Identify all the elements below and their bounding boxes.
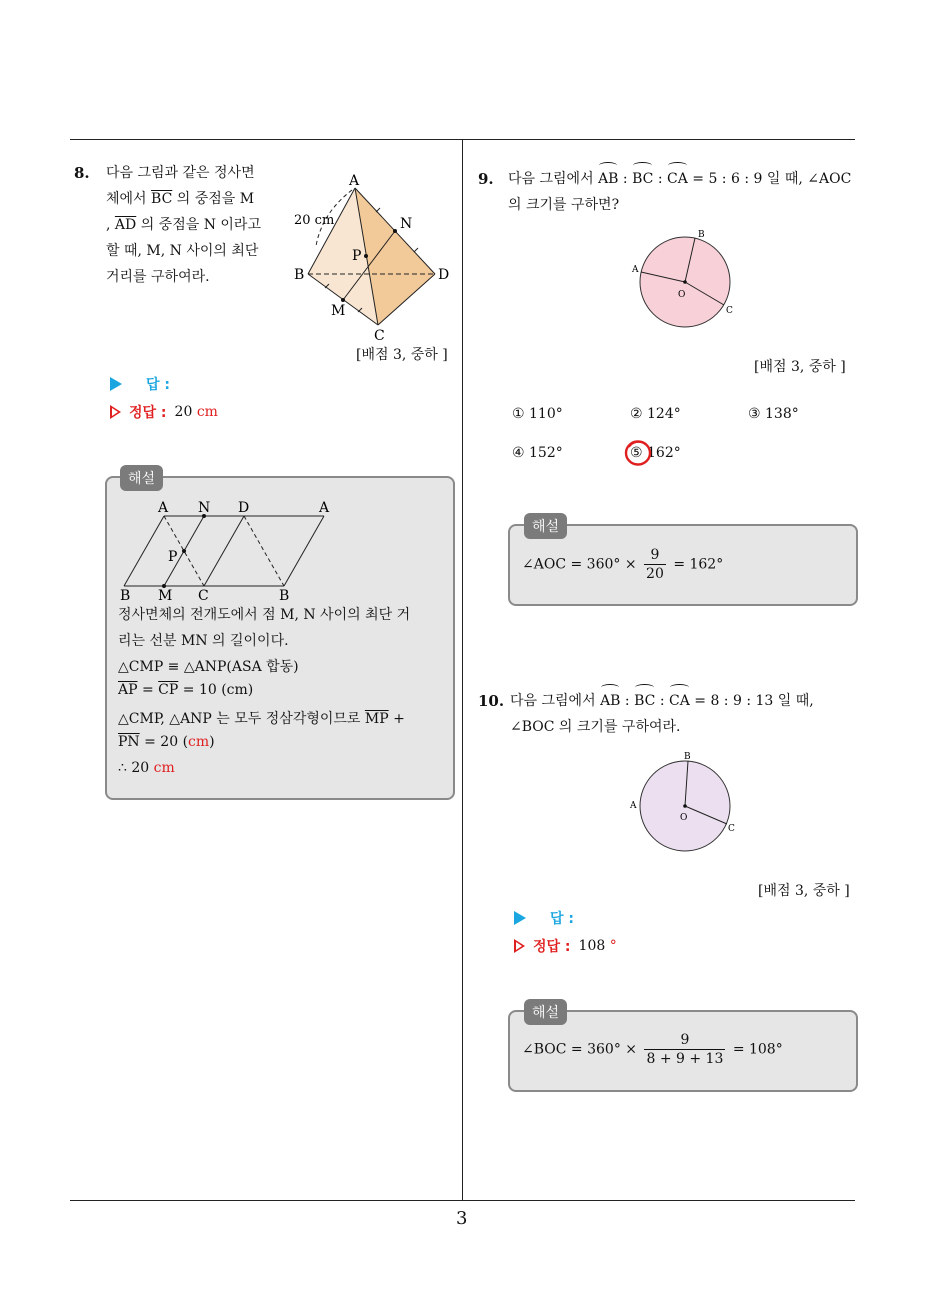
net-label-b1: B <box>120 588 131 602</box>
arc-bc: BC <box>632 166 653 192</box>
q8-fig-label-d: D <box>438 267 450 283</box>
q8-sol-line5: △CMP, △ANP 는 모두 정삼각형이므로 $\overline{MP}$ + <box>118 711 405 727</box>
net-label-p: P <box>168 549 178 565</box>
q9-choice-3[interactable]: ③ 138° <box>748 406 799 422</box>
q9-fig-label-c: C <box>726 306 733 316</box>
q10-question-text <box>510 688 860 740</box>
column-divider <box>462 139 463 1201</box>
q9-score: [배점 3, 중하 ] <box>754 359 846 375</box>
net-label-b2: B <box>279 588 290 602</box>
arc-ab: AB <box>600 688 620 714</box>
q8-sol-line6: $\overline{PN} = 20$ (cm) <box>118 734 215 750</box>
q10-solution-formula: ∠BOC = 360° × $\frac{9}{8 + 9 + 13}$ = 108° <box>522 1032 783 1067</box>
correct-answer-arrow-icon <box>110 405 121 419</box>
q9-choice-1[interactable]: ① 110° <box>512 406 563 422</box>
q8-line4: 할 때, M, N 사이의 최단 <box>106 243 259 259</box>
q8-fig-label-c: C <box>374 328 385 344</box>
q9-choice-4[interactable]: ④ 152° <box>512 445 563 461</box>
q8-sol-line4: $\overline{AP} = \overline{CP} = 10$ (cm) <box>118 682 254 698</box>
q8-tetrahedron-figure <box>292 168 458 344</box>
segment-ad: $\overline{AD}$ <box>114 217 137 233</box>
q10-line2: ∠BOC 의 크기를 구하여라. <box>510 719 681 735</box>
q10-circle-figure <box>628 748 744 856</box>
q8-number: 8. <box>74 164 90 182</box>
q10-answer-row <box>514 908 574 928</box>
q8-net-figure <box>118 498 340 602</box>
net-label-a1: A <box>158 500 169 516</box>
q10-correct-value: 108 ° <box>578 938 617 954</box>
net-label-d: D <box>238 500 250 516</box>
correct-answer-arrow-icon <box>514 939 525 953</box>
q9-fig-label-a: A <box>632 265 639 275</box>
q8-line3: , $\overline{AD}$ 의 중점을 N 이라고 <box>106 217 261 233</box>
arc-ab: AB <box>598 166 618 192</box>
q8-score: [배점 3, 중하 ] <box>356 347 448 363</box>
q8-solution-tag: 해설 <box>120 465 163 491</box>
q8-sol-line2: 리는 선분 MN 의 길이이다. <box>118 633 289 649</box>
page-number: 3 <box>456 1208 468 1229</box>
q8-answer-label: 답 : <box>146 377 170 393</box>
q9-line2: 의 크기를 구하면? <box>508 197 620 213</box>
answer-arrow-icon <box>110 377 122 391</box>
q10-fig-label-b: B <box>684 752 691 762</box>
q8-line2: 체에서 $\overline{BC}$ 의 중점을 M <box>106 191 255 207</box>
correct-choice-circle-mark <box>623 438 653 468</box>
net-label-a2: A <box>319 500 330 516</box>
net-label-c: C <box>198 588 209 602</box>
q10-correct-label: 정답 : <box>533 939 571 955</box>
q8-sol-line3: △CMP ≡ △ANP(ASA 합동) <box>118 659 299 675</box>
q9-fig-label-b: B <box>698 230 705 240</box>
q10-score: [배점 3, 중하 ] <box>758 883 850 899</box>
arc-ca: CA <box>669 688 690 714</box>
net-label-m: M <box>158 588 173 602</box>
q9-solution-tag: 해설 <box>524 513 567 539</box>
q8-line5: 거리를 구하여라. <box>106 269 210 285</box>
q9-line1: 다음 그림에서 AB : BC : CA = 5 : 6 : 9 일 때, ∠AOC <box>508 166 858 192</box>
q9-choice-2[interactable]: ② 124° <box>630 406 681 422</box>
q8-correct-value: 20 cm <box>174 404 218 420</box>
q9-circle-figure <box>628 226 744 332</box>
q10-number: 10. <box>478 692 505 710</box>
q8-line1: 다음 그림과 같은 정사면 <box>106 165 255 181</box>
bottom-rule <box>70 1200 855 1201</box>
q10-fig-label-a: A <box>630 801 637 811</box>
q8-correct-label: 정답 : <box>129 405 167 421</box>
net-label-n: N <box>198 500 211 516</box>
segment-bc: $\overline{BC}$ <box>151 191 173 207</box>
q9-fraction: $\frac{9}{20}$ <box>646 547 664 582</box>
q10-correct-row <box>514 936 617 956</box>
q8-sol-line7: ∴ 20 cm <box>118 760 175 776</box>
q9-question-text <box>508 166 858 218</box>
q8-answer-row <box>110 374 170 394</box>
q8-fig-label-m: M <box>331 303 346 319</box>
q9-choice-5[interactable]: ⑤ 162° <box>630 445 681 461</box>
q8-fig-label-a: A <box>349 173 360 189</box>
q8-fig-label-length: 20 cm <box>294 213 335 228</box>
arc-bc: BC <box>634 688 655 714</box>
q10-fraction: $\frac{9}{8 + 9 + 13}$ <box>646 1032 724 1067</box>
q9-solution-formula: ∠AOC = 360° × $\frac{9}{20}$ = 162° <box>522 547 724 582</box>
arc-ca: CA <box>667 166 688 192</box>
q9-fig-label-o: O <box>678 290 686 300</box>
q10-fig-label-c: C <box>728 824 735 834</box>
q10-fig-label-o: O <box>680 813 688 823</box>
q8-correct-row <box>110 402 218 422</box>
q8-question-text <box>106 160 286 290</box>
q8-fig-label-p: P <box>352 248 362 264</box>
q9-number: 9. <box>478 170 494 188</box>
q8-sol-line1: 정사면체의 전개도에서 점 M, N 사이의 최단 거 <box>118 607 411 623</box>
q10-answer-label: 답 : <box>550 911 574 927</box>
answer-arrow-icon <box>514 911 526 925</box>
q10-solution-tag: 해설 <box>524 999 567 1025</box>
q8-fig-label-n: N <box>400 216 413 232</box>
q8-fig-label-b: B <box>294 267 305 283</box>
q10-line1: 다음 그림에서 AB : BC : CA = 8 : 9 : 13 일 때, <box>510 688 860 714</box>
